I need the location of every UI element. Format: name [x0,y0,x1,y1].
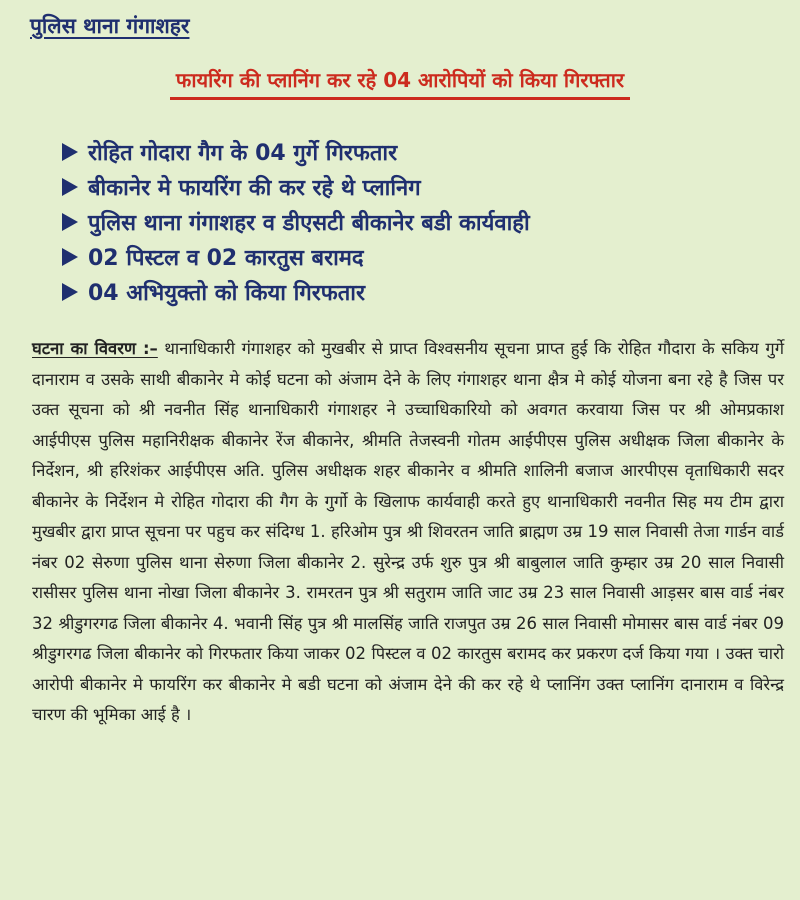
arrow-bullet-icon [62,248,78,266]
highlight-text: 02 पिस्टल व 02 कारतुस बरामद [88,245,364,271]
highlight-text: 04 अभियुक्तो को किया गिरफतार [88,280,365,306]
details-label: घटना का विवरण :– [32,339,158,358]
details-text: थानाधिकारी गंगाशहर को मुखबीर से प्राप्त विश्वसनीय सूचना प्राप्त हुई कि रोहित गौदारा के सकिय गुर्गे दानाराम व उसके साथी बीकानेर मे कोई घटना को अंजाम देने के लिए गंगाशहर थाना क्षैत्र मे कोई योजना बना रहे है जिस पर उक्त सूचना को श्री नवनीत सिंह थानाधिकारी गंगाशहर ने उच्चाधिकारियो को अवगत करवाया जिस पर श्री ओमप्रकाश आईपीएस पुलिस महानिरीक्षक बीकानेर रेंज बीकानेर, श्रीमति तेजस्वनी गोतम आईपीएस पुलिस अधीक्षक जिला बीकानेर के निर्देशन, श्री हरिशंकर आईपीएस अति. पुलिस अधीक्षक शहर बीकानेर व श्रीमति शालिनी बजाज आरपीएस वृताधिकारी सदर बीकानेर के निर्देशन मे रोहित गोदारा की गैग के गुर्गो के खिलाफ कार्यवाही करते हुए थानाधिकारी नवनीत सिह मय टीम द्वारा मुखबीर द्वारा प्राप्त सूचना पर पहुच कर संदिग्ध 1. हरिओम पुत्र श्री शिवरतन जाति ब्राह्मण उम्र 19 साल निवासी तेजा गार्डन वार्ड नंबर 02 सेरुणा पुलिस थाना सेरुणा जिला बीकानेर 2. सुरेन्द्र उर्फ शुरु पुत्र श्री बाबुलाल जाति कुम्हार उम्र 20 साल निवासी रासीसर पुलिस थाना नोखा जिला बीकानेर 3. रामरतन पुत्र श्री सतुराम जाति जाट उम्र 23 साल निवासी आड़सर बास वार्ड नंबर 32 श्रीडुगरगढ जिला बीकानेर 4. भवानी सिंह पुत्र श्री मालसिंह जाति राजपुत उम्र 26 साल निवासी मोमासर बास वार्ड नंबर 09 श्रीडुगरगढ जिला बीकानेर को गिरफतार किया जाकर 02 पिस्टल व 02 कारतुस बरामद कर प्रकरण दर्ज किया गया । उक्त चारो आरोपी बीकानेर मे फायरिंग कर बीकानेर मे बडी घटना को अंजाम देने की कर रहे थे प्लानिंग उक्त प्लानिंग दानाराम व विरेन्द्र चारण की भूमिका आई है । [32,339,785,724]
list-item [62,274,530,309]
arrow-bullet-icon [62,283,78,301]
arrow-bullet-icon [62,178,78,196]
highlights-list [62,134,530,309]
station-title: पुलिस थाना गंगाशहर [30,14,190,38]
arrow-bullet-icon [62,213,78,231]
highlight-text: बीकानेर मे फायरिंग की कर रहे थे प्लानिग [88,175,421,201]
highlight-text: रोहित गोदारा गैग के 04 गुर्गे गिरफतार [88,140,398,166]
incident-details [32,334,784,731]
list-item [62,134,530,169]
headline-container [0,66,800,100]
list-item [62,169,530,204]
arrow-bullet-icon [62,143,78,161]
highlight-text: पुलिस थाना गंगाशहर व डीएसटी बीकानेर बडी कार्यवाही [88,210,530,236]
headline: फायरिंग की प्लानिंग कर रहे 04 आरोपियों को किया गिरफ्तार [170,66,630,100]
list-item [62,204,530,239]
list-item [62,239,530,274]
